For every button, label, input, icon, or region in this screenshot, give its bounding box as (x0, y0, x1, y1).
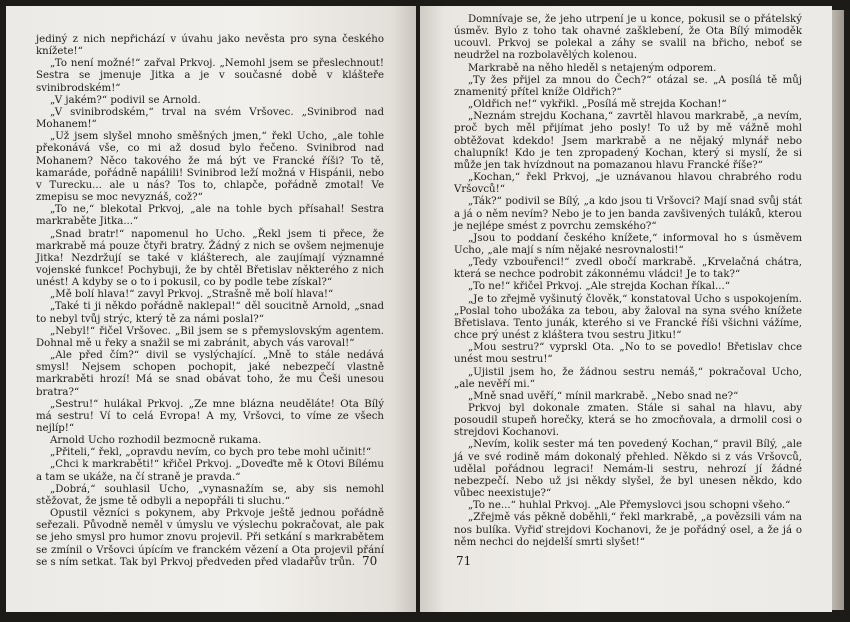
left-paragraph: „To ne,“ blekotal Prkvoj, „ale na tohle bych přísahal! Sestra markraběte Jitka...“ (36, 204, 384, 228)
page-number-left: 70 (362, 554, 378, 568)
page-number-right: 71 (456, 554, 472, 568)
left-paragraph: „V svinibrodském,“ trval na svém Vršovec. „Svinibrod nad Mohanem!“ (36, 106, 384, 131)
right-paragraph: „Nevím, kolik sester má ten povedený Kochan,“ pravil Bílý, „ale já ve své rodině mám dokonalý přehled. Někdo si z vás Vršovců, udělal pořádnou legraci! Nemám-li sestru, nehrozí jí žádné nebezpečí. Nebo už jsi někdy slyšel, že byl unesen někdo, kdo vůbec neexistuje?“ (454, 439, 802, 500)
left-paragraph: „Už jsem slyšel mnoho směšných jmen,“ řekl Ucho, „ale tohle překonává vše, co mi až dosud bylo řečeno. Svinibrod nad Mohanem? Něco takového že má být ve Francké říši? To tě, kamaráde, pořádně napálili! Svinibrod leží možná v Hispánii, nebo v Turecku... ale u nás? Tos to, chlapče, pořádně zmotal! Ve zmepisu se moc nevyznáš, což?“ (36, 131, 384, 204)
left-paragraph: „Přiteli,“ řekl, „opravdu nevím, co bych pro tebe mohl učinit!“ (50, 447, 372, 459)
left-paragraph: „Nebyl!“ řičel Vršovec. „Bil jsem se s přemyslovským agentem. Dohnal mě u řeky a snažil se mi zabránit, abych vás varoval!“ (36, 325, 384, 349)
left-paragraph: „Ale před čím?“ divil se vyslýchající. „Mně to stále nedává smysl! Nejsem schopen pochopit, jaké nebezpečí vlastně markraběti hrozí! Má se snad obávat toho, že mu Češi unesou bratra?“ (36, 350, 384, 398)
right-paragraph: „Ujistil jsem ho, že žádnou sestru nemáš,“ pokračoval Ucho, „ale nevěří mi.“ (454, 366, 802, 390)
right-page (420, 6, 832, 612)
left-paragraph: „Také ti ji někdo pořádně naklepal!“ děl soucitně Arnold, „snad to nebyl tvůj strýc, který tě za námi poslal?“ (36, 301, 384, 325)
right-paragraph: Domnívaje se, že jeho utrpení je u konce, pokusil se o přátelský úsměv. Bylo z toho tak ohavné zašklebení, že Ota Bílý mimoděk ucouvl. Prkvoj se polekal a záhy se svalil na břicho, neboť se neudržel na rozbolavělých kolenou. (454, 14, 802, 62)
right-paragraph: „Jsou to poddaní českého knížete,“ informoval ho s úsměvem Ucho, „ale mají s ním nějaké nesrovnalosti!“ (454, 232, 802, 256)
right-paragraph: „Mně snad uvěří,“ mínil markrabě. „Nebo snad ne?“ (468, 390, 739, 402)
right-paragraph: „Tedy vzbouřenci!“ zvedl obočí markrabě. „Krvelačná chátra, která se nechce podrobit zákonnému vládci! Je to tak?“ (454, 257, 802, 281)
right-paragraph: „Mou sestru?“ vyprskl Ota. „No to se povedlo! Břetislav chce unést mou sestru!“ (454, 342, 802, 366)
book-page-edges (832, 10, 844, 610)
right-paragraph: „Ták?“ podivil se Bílý, „a kdo jsou ti Vršovci? Mají snad svůj stát a já o něm nevím? Nebo je to jen banda zavšivených tuláků, kterou je nejlépe smést z povrchu zemského?“ (454, 196, 802, 232)
right-paragraph: Prkvoj byl dokonale zmaten. Stále si sahal na hlavu, aby posoudil stupeň horečky, která se ho zmocňovala, a drmolil cosi o strejdovi Kochanovi. (454, 403, 802, 439)
right-paragraph: „Ty žes přijel za mnou do Čech?“ otázal se. „A posílá tě můj znamenitý přítel kníže Oldřich?“ (454, 74, 802, 98)
left-paragraph: „To není možné!“ zařval Prkvoj. „Nemohl jsem se přeslechnout! Sestra se jmenuje Jitka a je v současné době v klášteře svinibrodském!“ (36, 58, 384, 94)
right-paragraph: „To ne...“ huhlal Prkvoj. „Ale Přemyslovci jsou schopni všeho.“ (468, 500, 791, 512)
right-paragraph: „Je to zřejmě vyšinutý člověk,“ konstatoval Ucho s uspokojením. „Poslal toho ubožáka za tebou, aby žaloval na syna svého knížete Břetislava. Tento junák, kterého si ve Francké říši všichni vážíme, chce prý unést z kláštera tvou sestru Jitku!“ (454, 293, 802, 342)
left-paragraph: jediný z nich nepřichází v úvahu jako nevěsta pro syna českého knížete!“ (36, 34, 384, 58)
left-paragraph: „Chci k markraběti!“ křičel Prkvoj. „Doveďte mě k Otovi Bílému a tam se ukáže, na čí straně je pravda.“ (36, 459, 384, 483)
left-paragraph: Arnold Ucho rozhodil bezmocně rukama. (50, 435, 262, 447)
right-paragraph: „Kochan,“ řekl Prkvoj, „je uznávanou hlavou chrabrého rodu Vršovců!“ (454, 172, 802, 196)
right-paragraph: „Oldřich ne!“ vykřikl. „Posílá mě strejda Kochan!“ (468, 99, 727, 111)
left-paragraph: „Mě bolí hlava!“ zavyl Prkvoj. „Strašně mě bolí hlava!“ (50, 289, 334, 301)
right-paragraph: „Neznám strejdu Kochana,“ zavrtěl hlavou markrabě, „a nevím, proč bych měl přijímat jeho posly! To už by mě vážně mohl obtěžovat kdekdo! Jsem markrabě a ne nějaký mlynář nebo chalupník! Kdo je ten zpropadený Kochan, který si myslí, že si může jen tak hvízdnout na pomazanou hlavu Francké říše?“ (454, 111, 802, 171)
right-paragraph: „To ne!“ křičel Prkvoj. „Ale strejda Kochan říkal...“ (468, 281, 730, 293)
left-paragraph: „Sestru!“ hulákal Prkvoj. „Ze mne blázna neuděláte! Ota Bílý má sestru! Ví to celá Evropa! A my, Vršovci, to víme ze všech nejlíp!“ (36, 398, 384, 434)
left-paragraph: „Dobrá,“ souhlasil Ucho, „vynasnažím se, aby sis nemohl stěžovat, že jsme tě odbyli a nepopřáli ti sluchu.“ (36, 483, 384, 507)
left-page (6, 6, 416, 612)
right-paragraph: „Zřejmě vás pěkně doběhli,“ řekl markrabě, „a povězsili vám na nos bulíka. Vyřiď strejdovi Kochanovi, že je pořádný osel, a že já o něm nechci do nejdelší smrti slyšet!“ (454, 512, 802, 548)
left-paragraph: „Snad bratr!“ napomenul ho Ucho. „Řekl jsem ti přece, že markrabě má pouze čtyři bratry. Žádný z nich se ovšem nejmenuje Jitka! Nezdržují se také v klášterech, ale zaujímají významné vojenské funkce! Pochybuji, že by chtěl Břetislav některého z nich unést! A kdyby se o to i pokusil, co by podle tebe získal?“ (36, 228, 384, 289)
left-paragraph: Opustil vězníci s pokynem, aby Prkvoje ještě jednou pořádně seřezali. Původně neměl v úmyslu ve výslechu pokračovat, ale pak se jeho smysl pro humor znovu projevil. Při setkání s markrabětem se zmínil o Vršovci úpícím ve franckém vězení a Ota projevil přání se s ním setkat. Tak byl Prkvoj předveden před vladařův trůn. (36, 508, 384, 568)
right-paragraph: Markrabě na něho hleděl s netajeným odporem. (468, 62, 717, 74)
left-paragraph: „V jakém?“ podivil se Arnold. (50, 94, 201, 106)
